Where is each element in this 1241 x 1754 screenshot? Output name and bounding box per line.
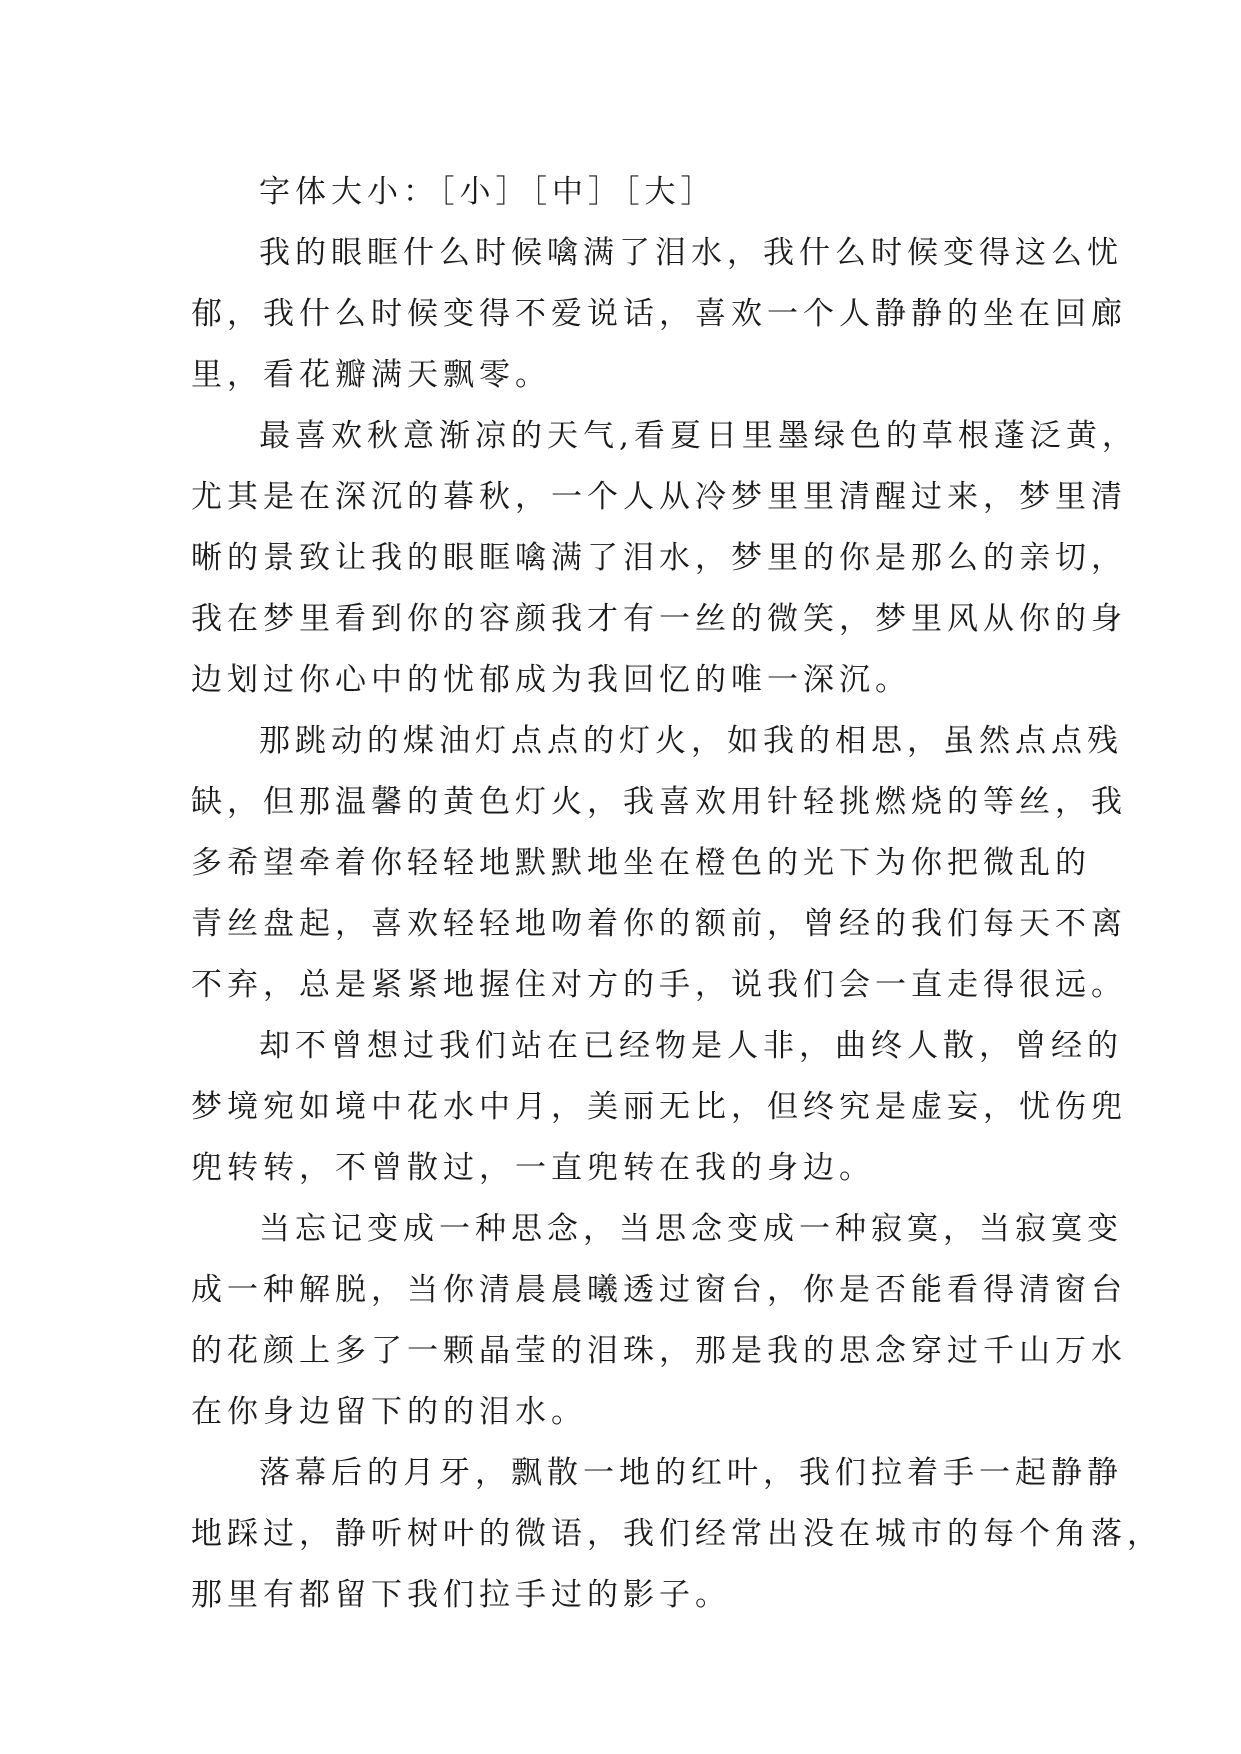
font-size-medium-button[interactable]: ［中］ bbox=[531, 174, 624, 210]
paragraph-line: 不弃，总是紧紧地握住对方的手，说我们会一直走得很远。 bbox=[191, 967, 1127, 1003]
font-size-large-button[interactable]: ［大］ bbox=[624, 174, 717, 210]
paragraph-line: 多希望牵着你轻轻地默默地坐在橙色的光下为你把微乱的 bbox=[191, 845, 1091, 881]
paragraph bbox=[191, 223, 1127, 406]
paragraph-line: 在你身边留下的的泪水。 bbox=[191, 1394, 587, 1430]
paragraph-line: 晰的景致让我的眼眶噙满了泪水，梦里的你是那么的亲切， bbox=[191, 540, 1127, 576]
paragraph-line: 地踩过，静听树叶的微语，我们经常出没在城市的每个角落， bbox=[191, 1516, 1163, 1552]
paragraph-line: 郁，我什么时候变得不爱说话，喜欢一个人静静的坐在回廊 bbox=[191, 296, 1127, 332]
paragraph-line: 兜转转，不曾散过，一直兜转在我的身边。 bbox=[191, 1150, 875, 1186]
paragraph bbox=[191, 1199, 1127, 1443]
paragraph-line: 却不曾想过我们站在已经物是人非，曲终人散，曾经的 bbox=[259, 1028, 1123, 1064]
paragraph-line: 缺，但那温馨的黄色灯火，我喜欢用针轻挑燃烧的等丝，我 bbox=[191, 784, 1127, 820]
paragraph-line: 我的眼眶什么时候噙满了泪水，我什么时候变得这么忧 bbox=[259, 235, 1123, 271]
paragraph-line: 落幕后的月牙，飘散一地的红叶，我们拉着手一起静静 bbox=[259, 1455, 1123, 1491]
paragraph-line: 成一种解脱，当你清晨晨曦透过窗台，你是否能看得清窗台 bbox=[191, 1272, 1127, 1308]
paragraph-line: 青丝盘起，喜欢轻轻地吻着你的额前，曾经的我们每天不离 bbox=[191, 906, 1127, 942]
paragraph-line: 尤其是在深沉的暮秋，一个人从冷梦里里清醒过来，梦里清 bbox=[191, 479, 1127, 515]
article-body bbox=[191, 162, 1163, 1626]
paragraph-line: 边划过你心中的忧郁成为我回忆的唯一深沉。 bbox=[191, 662, 911, 698]
paragraph bbox=[191, 1016, 1127, 1199]
paragraph-line: 当忘记变成一种思念，当思念变成一种寂寞，当寂寞变 bbox=[259, 1211, 1123, 1247]
paragraph bbox=[191, 406, 1138, 711]
font-size-control bbox=[191, 162, 1051, 223]
paragraph-line: 的花颜上多了一颗晶莹的泪珠，那是我的思念穿过千山万水 bbox=[191, 1333, 1127, 1369]
font-size-small-button[interactable]: ［小］ bbox=[439, 174, 532, 210]
paragraph bbox=[191, 711, 1127, 1016]
paragraph-line: 那跳动的煤油灯点点的灯火，如我的相思，虽然点点残 bbox=[259, 723, 1123, 759]
paragraph-line: 最喜欢秋意渐凉的天气,看夏日里墨绿色的草根蓬泛黄， bbox=[259, 418, 1138, 454]
paragraph bbox=[191, 1443, 1163, 1626]
font-size-label: 字体大小： bbox=[259, 174, 439, 210]
paragraph-line: 梦境宛如境中花水中月，美丽无比，但终究是虚妄，忧伤兜 bbox=[191, 1089, 1127, 1125]
paragraph-line: 我在梦里看到你的容颜我才有一丝的微笑，梦里风从你的身 bbox=[191, 601, 1127, 637]
paragraph-line: 里，看花瓣满天飘零。 bbox=[191, 357, 551, 393]
paragraph-line: 那里有都留下我们拉手过的影子。 bbox=[191, 1577, 731, 1613]
